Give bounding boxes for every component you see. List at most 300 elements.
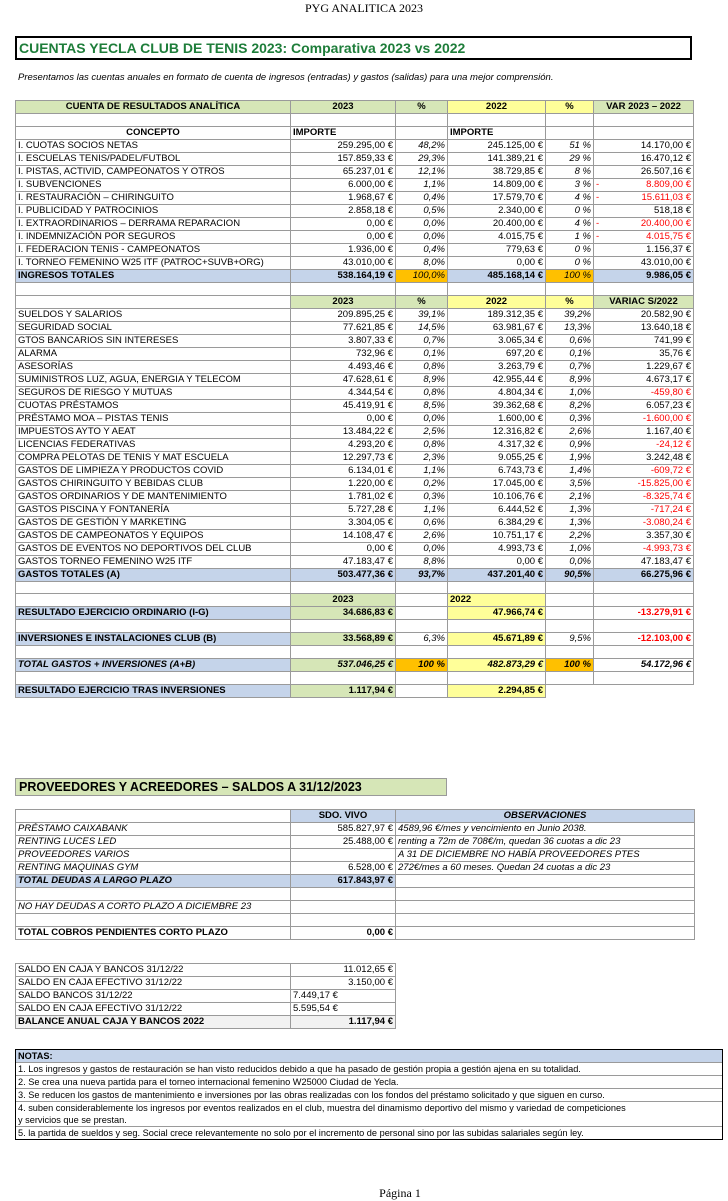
resultado-tras-2023: 1.117,94 € bbox=[291, 684, 396, 697]
income-var-sign: - bbox=[596, 217, 600, 229]
expense-2023: 5.727,28 € bbox=[291, 503, 396, 516]
cash-label: SALDO EN CAJA EFECTIVO 31/12/22 bbox=[16, 977, 291, 990]
income-row bbox=[16, 139, 694, 152]
expense-row bbox=[16, 464, 694, 477]
income-pct-2022: 4 % bbox=[546, 217, 594, 230]
expense-concept: GASTOS DE CAMPEONATOS Y EQUIPOS bbox=[16, 529, 291, 542]
income-row bbox=[16, 152, 694, 165]
expense-pct-2022: 2,2% bbox=[546, 529, 594, 542]
provider-name: PRÉSTAMO CAIXABANK bbox=[16, 823, 291, 836]
expense-2023: 77.621,85 € bbox=[291, 321, 396, 334]
expense-pct-2022: 1,4% bbox=[546, 464, 594, 477]
expense-2023: 1.781,02 € bbox=[291, 490, 396, 503]
expense-2023: 0,00 € bbox=[291, 412, 396, 425]
expense-row bbox=[16, 360, 694, 373]
income-pct-2022: 1 % bbox=[546, 230, 594, 243]
subheader-concepto: CONCEPTO bbox=[16, 126, 291, 139]
income-header-row bbox=[16, 101, 694, 114]
income-var-value: 8.809,00 € bbox=[646, 178, 691, 190]
expense-concept: GASTOS DE LIMPIEZA Y PRODUCTOS COVID bbox=[16, 464, 291, 477]
income-pct-2023: 48,2% bbox=[396, 139, 448, 152]
expense-var: 47.183,47 € bbox=[594, 555, 694, 568]
expense-var: -717,24 € bbox=[594, 503, 694, 516]
income-var-value: 43.010,00 € bbox=[640, 256, 691, 268]
income-var-sign: - bbox=[596, 191, 600, 203]
income-total-2022: 485.168,14 € bbox=[448, 269, 546, 282]
expense-concept: ALARMA bbox=[16, 347, 291, 360]
summary-header-row bbox=[16, 594, 694, 607]
income-pct-2023: 0,4% bbox=[396, 191, 448, 204]
expense-pct-2023: 0,7% bbox=[396, 334, 448, 347]
header-pct-2023: % bbox=[396, 101, 448, 114]
expense-var: -1.600,00 € bbox=[594, 412, 694, 425]
income-2023: 0,00 € bbox=[291, 230, 396, 243]
expense-2023: 13.484,22 € bbox=[291, 425, 396, 438]
expense-pct-2023: 0,8% bbox=[396, 386, 448, 399]
expense-var: 741,99 € bbox=[594, 334, 694, 347]
expense-row bbox=[16, 477, 694, 490]
header-var: VAR 2023 – 2022 bbox=[594, 101, 694, 114]
expense-2023: 12.297,73 € bbox=[291, 451, 396, 464]
expense-pct-2022: 1,3% bbox=[546, 516, 594, 529]
income-2023: 6.000,00 € bbox=[291, 178, 396, 191]
total-gastos-inversiones-pct-2022: 100 % bbox=[546, 658, 594, 671]
expense-2023: 732,96 € bbox=[291, 347, 396, 360]
header-cuenta: CUENTA DE RESULTADOS ANALÍTICA bbox=[16, 101, 291, 114]
no-deudas-cp-row bbox=[16, 900, 695, 913]
expense-pct-2023: 1,1% bbox=[396, 503, 448, 516]
expense-pct-2023: 0,8% bbox=[396, 360, 448, 373]
expense-var: 1.229,67 € bbox=[594, 360, 694, 373]
provider-row bbox=[16, 862, 695, 875]
income-total-2023: 538.164,19 € bbox=[291, 269, 396, 282]
page-header: PYG ANALITICA 2023 bbox=[304, 1, 423, 15]
income-pct-2022: 0 % bbox=[546, 204, 594, 217]
providers-header-row bbox=[16, 810, 695, 823]
income-2022: 2.340,00 € bbox=[448, 204, 546, 217]
header-2023: 2023 bbox=[291, 101, 396, 114]
cobros-pendientes-label: TOTAL COBROS PENDIENTES CORTO PLAZO bbox=[16, 926, 291, 939]
spacer-row bbox=[16, 646, 694, 659]
expense-concept: ASESORÍAS bbox=[16, 360, 291, 373]
expense-concept: SEGUROS DE RIESGO Y MUTUAS bbox=[16, 386, 291, 399]
provider-name: RENTING LUCES LED bbox=[16, 836, 291, 849]
cash-label: SALDO EN CAJA Y BANCOS 31/12/22 bbox=[16, 964, 291, 977]
note-item: y servicios que se prestan. bbox=[16, 1114, 722, 1127]
income-var bbox=[594, 230, 694, 243]
expense-var: -459,80 € bbox=[594, 386, 694, 399]
provider-row bbox=[16, 836, 695, 849]
income-row bbox=[16, 230, 694, 243]
expense-row bbox=[16, 373, 694, 386]
income-var bbox=[594, 243, 694, 256]
expense-pct-2023: 0,2% bbox=[396, 477, 448, 490]
expenses-header-pct-2023: % bbox=[396, 295, 448, 308]
income-concept: I. PISTAS, ACTIVID, CAMPEONATOS Y OTROS bbox=[16, 165, 291, 178]
providers-title: PROVEEDORES Y ACREEDORES – SALDOS A 31/12/2023 bbox=[15, 778, 447, 796]
income-row bbox=[16, 243, 694, 256]
income-concept: I. SUBVENCIONES bbox=[16, 178, 291, 191]
expense-2023: 47.183,47 € bbox=[291, 555, 396, 568]
inversiones-2023: 33.568,89 € bbox=[291, 633, 396, 646]
income-2023: 1.968,67 € bbox=[291, 191, 396, 204]
spacer-row bbox=[16, 620, 694, 633]
income-pct-2023: 29,3% bbox=[396, 152, 448, 165]
income-concept: I. PUBLICIDAD Y PATROCINIOS bbox=[16, 204, 291, 217]
expense-2022: 63.981,67 € bbox=[448, 321, 546, 334]
expense-var: -609,72 € bbox=[594, 464, 694, 477]
expense-2023: 3.807,33 € bbox=[291, 334, 396, 347]
header-pct-2022: % bbox=[546, 101, 594, 114]
expense-2023: 45.419,91 € bbox=[291, 399, 396, 412]
inversiones-row bbox=[16, 633, 694, 646]
income-var-value: 20.400,00 € bbox=[640, 217, 691, 229]
expense-concept: IMPUESTOS AYTO Y AEAT bbox=[16, 425, 291, 438]
expense-2022: 12.316,82 € bbox=[448, 425, 546, 438]
income-subheader-row bbox=[16, 126, 694, 139]
expenses-header-2023: 2023 bbox=[291, 295, 396, 308]
expense-row bbox=[16, 425, 694, 438]
income-pct-2022: 51 % bbox=[546, 139, 594, 152]
note-item: 1. Los ingresos y gastos de restauración se han visto reducidos debido a que ha pasado de gestión propia a gestión ajena en su totalidad. bbox=[16, 1063, 722, 1076]
expense-2022: 1.600,00 € bbox=[448, 412, 546, 425]
spacer-row bbox=[16, 913, 695, 926]
income-var-sign: - bbox=[596, 230, 600, 242]
income-var bbox=[594, 139, 694, 152]
document-title: CUENTAS YECLA CLUB DE TENIS 2023: Comparativa 2023 vs 2022 bbox=[15, 36, 692, 60]
expense-pct-2022: 0,3% bbox=[546, 412, 594, 425]
income-total-var: 9.986,05 € bbox=[594, 269, 694, 282]
expense-2022: 39.362,68 € bbox=[448, 399, 546, 412]
notes-box bbox=[15, 1049, 723, 1140]
provider-balance bbox=[291, 849, 396, 862]
expense-pct-2023: 0,0% bbox=[396, 542, 448, 555]
expense-pct-2023: 0,0% bbox=[396, 412, 448, 425]
expense-concept: CUOTAS PRÉSTAMOS bbox=[16, 399, 291, 412]
provider-row bbox=[16, 849, 695, 862]
summary-header-2022: 2022 bbox=[448, 594, 546, 607]
income-var-sign: - bbox=[596, 178, 600, 190]
income-concept: I. EXTRAORDINARIOS – DERRAMA REPARACION bbox=[16, 217, 291, 230]
income-var bbox=[594, 256, 694, 269]
income-var bbox=[594, 178, 694, 191]
income-2022: 245.125,00 € bbox=[448, 139, 546, 152]
income-2023: 0,00 € bbox=[291, 217, 396, 230]
income-row bbox=[16, 191, 694, 204]
provider-name: RENTING MAQUINAS GYM bbox=[16, 862, 291, 875]
income-concept: I. INDEMNIZACIÓN POR SEGUROS bbox=[16, 230, 291, 243]
expenses-total-2023: 503.477,36 € bbox=[291, 568, 396, 581]
resultado-tras-2022: 2.294,85 € bbox=[448, 684, 546, 697]
expense-row bbox=[16, 529, 694, 542]
expense-concept: GASTOS DE EVENTOS NO DEPORTIVOS DEL CLUB bbox=[16, 542, 291, 555]
spacer-row bbox=[16, 114, 694, 127]
expense-row bbox=[16, 412, 694, 425]
inversiones-label: INVERSIONES E INSTALACIONES CLUB (B) bbox=[16, 633, 291, 646]
income-2022: 38.729,85 € bbox=[448, 165, 546, 178]
inversiones-2022: 45.671,89 € bbox=[448, 633, 546, 646]
expense-concept: GASTOS DE GESTIÓN Y MARKETING bbox=[16, 516, 291, 529]
deudas-lp-row bbox=[16, 875, 695, 888]
expense-2022: 10.751,17 € bbox=[448, 529, 546, 542]
income-2023: 259.295,00 € bbox=[291, 139, 396, 152]
intro-text: Presentamos las cuentas anuales en formato de cuenta de ingresos (entradas) y gastos (salidas) para una mejor comprensión. bbox=[18, 72, 554, 83]
income-row bbox=[16, 217, 694, 230]
income-2022: 0,00 € bbox=[448, 256, 546, 269]
expense-concept: GASTOS CHIRINGUITO Y BEBIDAS CLUB bbox=[16, 477, 291, 490]
expense-pct-2023: 39,1% bbox=[396, 308, 448, 321]
cash-row bbox=[16, 977, 396, 990]
expense-2022: 10.106,76 € bbox=[448, 490, 546, 503]
provider-observation: 4589,96 €/mes y vencimiento en Junio 2038. bbox=[396, 823, 695, 836]
expense-var: 4.673,17 € bbox=[594, 373, 694, 386]
expense-var: 6.057,23 € bbox=[594, 399, 694, 412]
income-2022: 779,63 € bbox=[448, 243, 546, 256]
provider-balance: 25.488,00 € bbox=[291, 836, 396, 849]
expense-var: -8.325,74 € bbox=[594, 490, 694, 503]
expense-2023: 4.344,54 € bbox=[291, 386, 396, 399]
income-row bbox=[16, 178, 694, 191]
resultado-ordinario-2023: 34.686,83 € bbox=[291, 607, 396, 620]
expense-pct-2022: 2,6% bbox=[546, 425, 594, 438]
providers-header-saldo: SDO. VIVO bbox=[291, 810, 396, 823]
providers-header-observaciones: OBSERVACIONES bbox=[396, 810, 695, 823]
income-pct-2023: 0,0% bbox=[396, 230, 448, 243]
income-statement-table bbox=[15, 100, 694, 698]
provider-balance: 6.528,00 € bbox=[291, 862, 396, 875]
expense-2022: 3.263,79 € bbox=[448, 360, 546, 373]
income-concept: I. CUOTAS SOCIOS NETAS bbox=[16, 139, 291, 152]
expense-row bbox=[16, 334, 694, 347]
income-concept: I. TORNEO FEMENINO W25 ITF (PATROC+SUVB+ORG) bbox=[16, 256, 291, 269]
cash-total-label: BALANCE ANUAL CAJA Y BANCOS 2022 bbox=[16, 1016, 291, 1029]
expense-var: 3.242,48 € bbox=[594, 451, 694, 464]
expense-pct-2022: 0,9% bbox=[546, 438, 594, 451]
expense-pct-2022: 1,0% bbox=[546, 386, 594, 399]
income-total-pct-2023: 100,0% bbox=[396, 269, 448, 282]
income-row bbox=[16, 165, 694, 178]
expense-pct-2022: 1,9% bbox=[546, 451, 594, 464]
income-total-row bbox=[16, 269, 694, 282]
expense-var: -4.993,73 € bbox=[594, 542, 694, 555]
expense-pct-2023: 2,3% bbox=[396, 451, 448, 464]
expense-row bbox=[16, 451, 694, 464]
total-gastos-inversiones-var: 54.172,96 € bbox=[594, 658, 694, 671]
provider-observation: renting a 72m de 708€/m, quedan 36 cuotas a dic 23 bbox=[396, 836, 695, 849]
income-var-value: 1.156,37 € bbox=[646, 243, 691, 255]
provider-name: PROVEEDORES VARIOS bbox=[16, 849, 291, 862]
total-gastos-inversiones-row bbox=[16, 658, 694, 671]
income-pct-2022: 0 % bbox=[546, 243, 594, 256]
note-item: 5. la partida de sueldos y seg. Social crece relevantemente no solo por el incremento de personal sino por las subidas salariales según ley. bbox=[18, 1128, 584, 1138]
total-gastos-inversiones-pct-2023: 100 % bbox=[396, 658, 448, 671]
expense-2023: 4.493,46 € bbox=[291, 360, 396, 373]
expense-2023: 0,00 € bbox=[291, 542, 396, 555]
expense-pct-2023: 0,3% bbox=[396, 490, 448, 503]
expense-row bbox=[16, 503, 694, 516]
expense-row bbox=[16, 438, 694, 451]
expense-2022: 0,00 € bbox=[448, 555, 546, 568]
expense-var: 13.640,18 € bbox=[594, 321, 694, 334]
income-var bbox=[594, 204, 694, 217]
income-2023: 157.859,33 € bbox=[291, 152, 396, 165]
income-2022: 20.400,00 € bbox=[448, 217, 546, 230]
expense-row bbox=[16, 386, 694, 399]
resultado-ordinario-label: RESULTADO EJERCICIO ORDINARIO (I-G) bbox=[16, 607, 291, 620]
expense-2023: 209.895,25 € bbox=[291, 308, 396, 321]
resultado-ordinario-var: -13.279,91 € bbox=[594, 607, 694, 620]
subheader-importe-2022: IMPORTE bbox=[448, 126, 546, 139]
expense-2023: 1.220,00 € bbox=[291, 477, 396, 490]
provider-observation: A 31 DE DICIEMBRE NO HABÍA PROVEEDORES PTES bbox=[396, 849, 695, 862]
expense-2022: 4.804,34 € bbox=[448, 386, 546, 399]
expense-pct-2022: 1,3% bbox=[546, 503, 594, 516]
notes-title: NOTAS: bbox=[16, 1050, 722, 1063]
cash-row bbox=[16, 964, 396, 977]
income-pct-2023: 1,1% bbox=[396, 178, 448, 191]
income-var bbox=[594, 152, 694, 165]
expense-pct-2023: 2,6% bbox=[396, 529, 448, 542]
expense-pct-2023: 14,5% bbox=[396, 321, 448, 334]
provider-row bbox=[16, 823, 695, 836]
income-var-value: 16.470,12 € bbox=[640, 152, 691, 164]
expense-concept: GTOS BANCARIOS SIN INTERESES bbox=[16, 334, 291, 347]
resultado-ordinario-row bbox=[16, 607, 694, 620]
cash-value: 3.150,00 € bbox=[291, 977, 396, 990]
expense-concept: SUELDOS Y SALARIOS bbox=[16, 308, 291, 321]
income-2023: 65.237,01 € bbox=[291, 165, 396, 178]
spacer-row bbox=[16, 671, 694, 684]
expense-2022: 6.743,73 € bbox=[448, 464, 546, 477]
expense-row bbox=[16, 490, 694, 503]
expense-2022: 17.045,00 € bbox=[448, 477, 546, 490]
expenses-header-2022: 2022 bbox=[448, 295, 546, 308]
providers-table bbox=[15, 809, 695, 940]
expense-pct-2022: 0,6% bbox=[546, 334, 594, 347]
cash-row bbox=[16, 990, 396, 1003]
income-var-value: 4.015,75 € bbox=[646, 230, 691, 242]
summary-header-2023: 2023 bbox=[291, 594, 396, 607]
expenses-total-row bbox=[16, 568, 694, 581]
expense-pct-2023: 8,8% bbox=[396, 555, 448, 568]
spacer-row bbox=[16, 581, 694, 594]
cash-value: 7.449,17 € bbox=[291, 990, 396, 1003]
expense-concept: SUMINISTROS LUZ, AGUA, ENERGIA Y TELECOM bbox=[16, 373, 291, 386]
expense-var: -3.080,24 € bbox=[594, 516, 694, 529]
income-var bbox=[594, 191, 694, 204]
income-pct-2023: 8,0% bbox=[396, 256, 448, 269]
expense-2022: 697,20 € bbox=[448, 347, 546, 360]
expense-pct-2022: 8,2% bbox=[546, 399, 594, 412]
subheader-importe-2023: IMPORTE bbox=[291, 126, 396, 139]
inversiones-var: -12.103,00 € bbox=[594, 633, 694, 646]
expense-pct-2023: 2,5% bbox=[396, 425, 448, 438]
expense-pct-2022: 3,5% bbox=[546, 477, 594, 490]
total-gastos-inversiones-2022: 482.873,29 € bbox=[448, 658, 546, 671]
note-item: 2. Se crea una nueva partida para el torneo internacional femenino W25000 Ciudad de Yecla. bbox=[16, 1076, 722, 1089]
expense-pct-2022: 0,7% bbox=[546, 360, 594, 373]
expense-concept: COMPRA PELOTAS DE TENIS Y MAT ESCUELA bbox=[16, 451, 291, 464]
provider-balance: 585.827,97 € bbox=[291, 823, 396, 836]
resultado-ordinario-2022: 47.966,74 € bbox=[448, 607, 546, 620]
note-item: 4. suben considerablemente los ingresos por eventos realizados en el club, muestra del dinamismo deportivo del mismo y variedad de competiciones bbox=[18, 1103, 626, 1113]
expense-pct-2022: 13,3% bbox=[546, 321, 594, 334]
cash-value: 5.595,54 € bbox=[291, 1003, 396, 1016]
expense-2023: 3.304,05 € bbox=[291, 516, 396, 529]
expense-concept: GASTOS ORDINARIOS Y DE MANTENIMIENTO bbox=[16, 490, 291, 503]
income-2022: 141.389,21 € bbox=[448, 152, 546, 165]
expense-concept: LICENCIAS FEDERATIVAS bbox=[16, 438, 291, 451]
expense-row bbox=[16, 308, 694, 321]
expense-pct-2023: 8,9% bbox=[396, 373, 448, 386]
expenses-header-row bbox=[16, 295, 694, 308]
income-concept: I. FEDERACION TENIS - CAMPEONATOS bbox=[16, 243, 291, 256]
expense-concept: GASTOS TORNEO FEMENINO W25 ITF bbox=[16, 555, 291, 568]
income-concept: I. RESTAURACIÓN – CHIRINGUITO bbox=[16, 191, 291, 204]
income-row bbox=[16, 256, 694, 269]
expense-pct-2023: 0,8% bbox=[396, 438, 448, 451]
cobros-pendientes-row bbox=[16, 926, 695, 939]
income-row bbox=[16, 204, 694, 217]
income-pct-2022: 8 % bbox=[546, 165, 594, 178]
cash-label: SALDO BANCOS 31/12/22 bbox=[16, 990, 291, 1003]
expense-2023: 4.293,20 € bbox=[291, 438, 396, 451]
total-gastos-inversiones-2023: 537.046,25 € bbox=[291, 658, 396, 671]
income-concept: I. ESCUELAS TENIS/PADEL/FUTBOL bbox=[16, 152, 291, 165]
cash-total-row bbox=[16, 1016, 396, 1029]
income-2023: 43.010,00 € bbox=[291, 256, 396, 269]
expense-row bbox=[16, 347, 694, 360]
expense-2022: 4.317,32 € bbox=[448, 438, 546, 451]
spacer-row bbox=[16, 888, 695, 901]
expense-2023: 6.134,01 € bbox=[291, 464, 396, 477]
provider-observation: 272€/mes a 60 meses. Quedan 24 cuotas a dic 23 bbox=[396, 862, 695, 875]
expense-2022: 189.312,35 € bbox=[448, 308, 546, 321]
resultado-tras-label: RESULTADO EJERCICIO TRAS INVERSIONES bbox=[16, 684, 291, 697]
income-pct-2023: 0,4% bbox=[396, 243, 448, 256]
spacer-row bbox=[16, 282, 694, 295]
expense-row bbox=[16, 555, 694, 568]
expenses-header-pct-2022: % bbox=[546, 295, 594, 308]
inversiones-pct-2022: 9,5% bbox=[546, 633, 594, 646]
expenses-total-label: GASTOS TOTALES (A) bbox=[16, 568, 291, 581]
expense-2023: 14.108,47 € bbox=[291, 529, 396, 542]
expense-concept: PRÉSTAMO MOA – PISTAS TENIS bbox=[16, 412, 291, 425]
cobros-pendientes-value: 0,00 € bbox=[291, 926, 396, 939]
expenses-total-pct-2023: 93,7% bbox=[396, 568, 448, 581]
expense-pct-2022: 39,2% bbox=[546, 308, 594, 321]
deudas-lp-label: TOTAL DEUDAS A LARGO PLAZO bbox=[16, 875, 291, 888]
income-pct-2022: 3 % bbox=[546, 178, 594, 191]
income-total-label: INGRESOS TOTALES bbox=[16, 269, 291, 282]
expense-pct-2022: 8,9% bbox=[546, 373, 594, 386]
income-pct-2022: 0 % bbox=[546, 256, 594, 269]
resultado-tras-inversiones-row bbox=[16, 684, 694, 697]
income-pct-2022: 4 % bbox=[546, 191, 594, 204]
expense-row bbox=[16, 399, 694, 412]
cash-label: SALDO EN CAJA EFECTIVO 31/12/22 bbox=[16, 1003, 291, 1016]
page-footer: Página 1 bbox=[379, 1186, 421, 1200]
income-var-value: 26.507,16 € bbox=[640, 165, 691, 177]
cash-total-value: 1.117,94 € bbox=[291, 1016, 396, 1029]
expense-2023: 47.628,61 € bbox=[291, 373, 396, 386]
income-var-value: 14.170,00 € bbox=[640, 139, 691, 151]
income-total-pct-2022: 100 % bbox=[546, 269, 594, 282]
income-pct-2023: 0,0% bbox=[396, 217, 448, 230]
expense-2022: 6.444,52 € bbox=[448, 503, 546, 516]
header-2022: 2022 bbox=[448, 101, 546, 114]
expense-var: -24,12 € bbox=[594, 438, 694, 451]
